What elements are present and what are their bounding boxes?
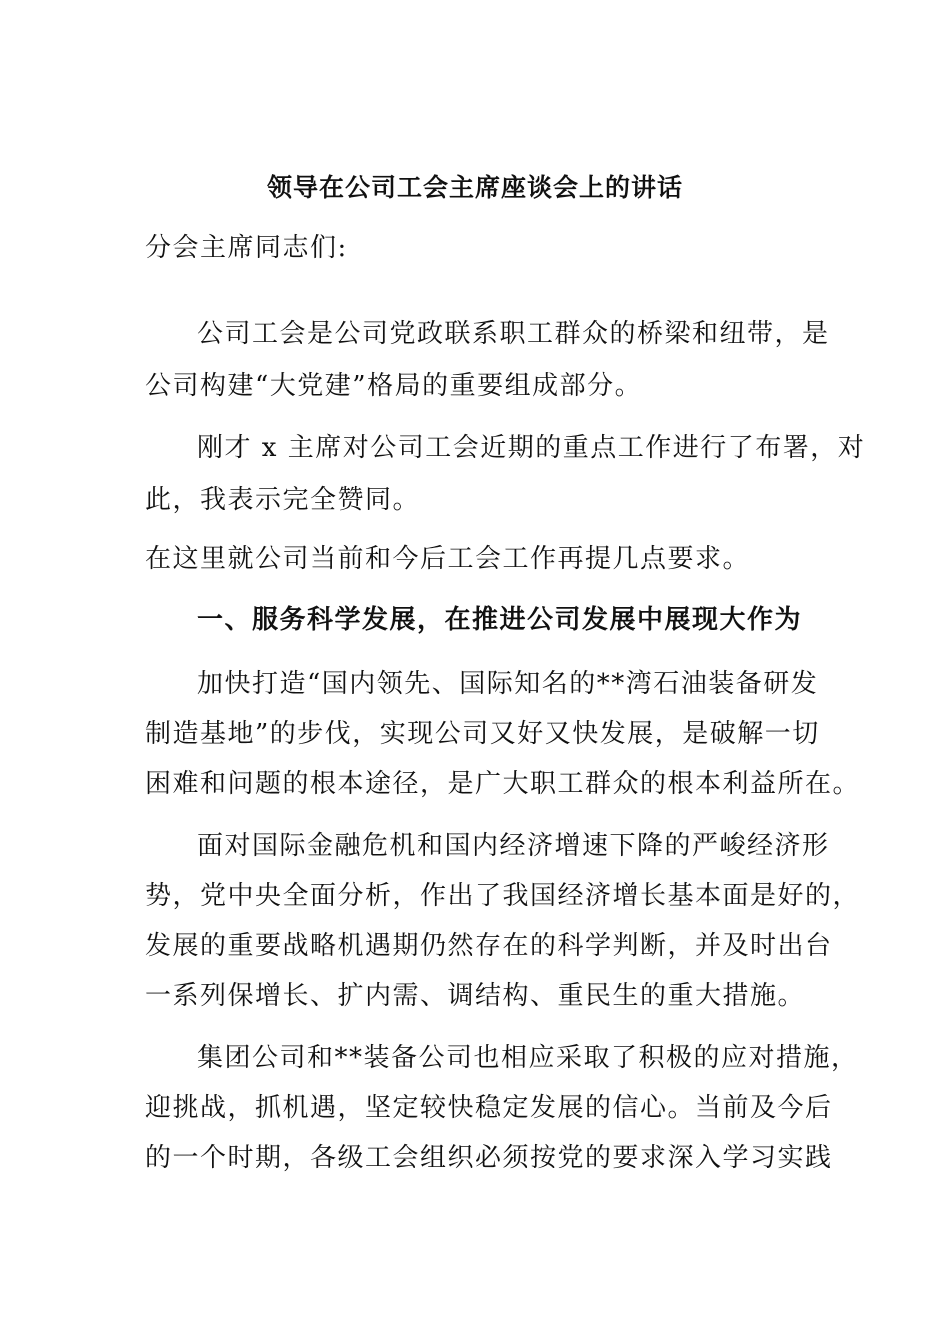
document-title: 领导在公司工会主席座谈会上的讲话 [266,173,683,202]
salutation: 分会主席同志们: [145,233,348,263]
paragraph-line: 迎挑战，抓机遇，坚定较快稳定发展的信心。当前及今后 [145,1093,833,1123]
paragraph-line: 面对国际金融危机和国内经济增速下降的严峻经济形 [197,831,830,861]
paragraph-line: 加快打造“国内领先、国际知名的**湾石油装备研发 [197,669,819,699]
paragraph-line: 发展的重要战略机遇期仍然存在的科学判断，并及时出台 [145,931,833,961]
paragraph-line: 公司构建“大党建”格局的重要组成部分。 [145,371,643,401]
section-heading: 一、服务科学发展，在推进公司发展中展现大作为 [197,605,803,635]
paragraph-line: 公司工会是公司党政联系职工群众的桥梁和纽带，是 [197,319,830,349]
paragraph-line: 势，党中央全面分析，作出了我国经济增长基本面是好的， [145,881,861,911]
paragraph-line: 的一个时期，各级工会组织必须按党的要求深入学习实践 [145,1143,833,1173]
paragraph-line: 困难和问题的根本途径，是广大职工群众的根本利益所在。 [145,769,861,799]
paragraph-line: 刚才 x 主席对公司工会近期的重点工作进行了布署，对 [197,433,866,463]
paragraph-line: 一系列保增长、扩内需、调结构、重民生的重大措施。 [145,981,806,1011]
paragraph-line: 制造基地”的步伐，实现公司又好又快发展，是破解一切 [145,719,820,749]
paragraph-line: 在这里就公司当前和今后工会工作再提几点要求。 [145,544,751,574]
paragraph-line: 集团公司和**装备公司也相应采取了积极的应对措施， [197,1043,859,1073]
paragraph-line: 此，我表示完全赞同。 [145,485,421,515]
